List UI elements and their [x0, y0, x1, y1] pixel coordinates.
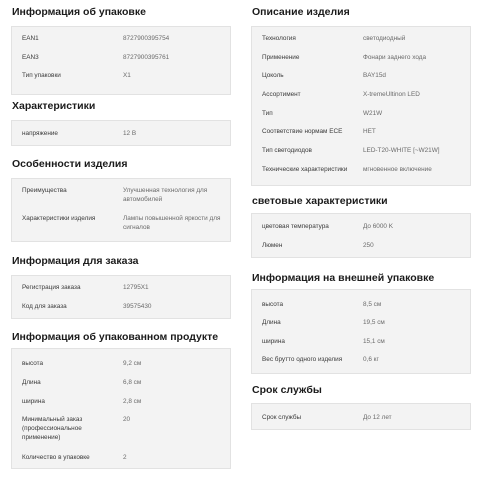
spec-key: Преимущества: [22, 187, 67, 194]
spec-key: EAN1: [22, 35, 39, 42]
spec-value: 19,5 см: [363, 319, 385, 326]
spec-key: Тип: [262, 110, 273, 117]
spec-key: Длина: [262, 319, 281, 326]
spec-table: [11, 120, 231, 146]
spec-table: [11, 275, 231, 319]
spec-key: Длина: [22, 379, 41, 386]
spec-value: 12 В: [123, 130, 137, 137]
spec-value: Улучшенная технология для автомобилей: [123, 187, 208, 203]
spec-value: Фонари заднего хода: [363, 54, 427, 61]
spec-value: 8,5 см: [363, 301, 382, 308]
spec-key: Минимальный заказ (профессиональное применение): [22, 416, 83, 441]
spec-key: Количество в упаковке: [22, 454, 90, 461]
spec-key: Технология: [262, 35, 296, 42]
spec-value: 2,8 см: [123, 398, 142, 405]
spec-value: X1: [123, 72, 131, 79]
spec-value: 8727900395761: [123, 54, 170, 61]
spec-value: мгновенное включение: [363, 166, 432, 173]
spec-value: 39575430: [123, 303, 152, 310]
spec-key: Тип светодиодов: [262, 147, 312, 154]
spec-key: Цоколь: [262, 72, 284, 79]
spec-value: W21W: [363, 110, 383, 117]
spec-value: LED-T20-WHITE [~W21W]: [363, 147, 440, 154]
spec-key: Код для заказа: [22, 303, 67, 310]
section-title: Информация об упаковке: [12, 6, 146, 18]
spec-value: 12795X1: [123, 284, 149, 291]
spec-key: Вес брутто одного изделия: [262, 356, 343, 363]
spec-key: высота: [22, 360, 44, 367]
spec-value: 2: [123, 454, 127, 461]
spec-key: ширина: [262, 338, 285, 345]
spec-value: 8727900395754: [123, 35, 170, 42]
spec-value: X-tremeUltinon LED: [363, 91, 420, 98]
spec-key: Регистрация заказа: [22, 284, 81, 291]
spec-value: До 6000 K: [363, 223, 393, 230]
spec-table: [251, 213, 471, 258]
spec-value: 20: [123, 416, 131, 423]
spec-key: Срок службы: [262, 414, 302, 421]
spec-value: светодиодный: [363, 35, 406, 42]
spec-key: Тип упаковки: [22, 72, 61, 79]
section-title: Характеристики: [12, 100, 96, 112]
spec-key: высота: [262, 301, 284, 308]
spec-key: напряжение: [22, 130, 58, 137]
spec-value: НЕТ: [363, 128, 376, 135]
spec-table: [251, 26, 471, 186]
spec-key: Люмен: [262, 242, 283, 249]
section-title: Информация об упакованном продукте: [12, 331, 219, 343]
section-title: световые характеристики: [252, 195, 388, 207]
spec-value: 9,2 см: [123, 360, 142, 367]
spec-key: ширина: [22, 398, 45, 405]
spec-value: До 12 лет: [363, 414, 392, 421]
spec-key: Соответствие нормам ECE: [262, 128, 343, 135]
spec-table: [251, 403, 471, 430]
section-title: Срок службы: [252, 384, 322, 396]
spec-key: Характеристики изделия: [22, 215, 96, 222]
spec-table: [11, 26, 231, 95]
section-title: Особенности изделия: [12, 158, 128, 170]
spec-value: 6,8 см: [123, 379, 142, 386]
spec-value: 250: [363, 242, 374, 249]
spec-value: Лампы повышенной яркости для сигналов: [123, 215, 221, 231]
spec-value: BAY15d: [363, 72, 386, 79]
spec-value: 0,6 кг: [363, 356, 379, 363]
spec-table: [11, 348, 231, 469]
section-title: Информация на внешней упаковке: [252, 272, 435, 284]
spec-key: Применение: [262, 54, 300, 61]
spec-key: EAN3: [22, 54, 39, 61]
spec-table: [11, 178, 231, 242]
spec-value: 15,1 см: [363, 338, 385, 345]
section-title: Информация для заказа: [12, 255, 139, 267]
spec-key: Технические характеристики: [262, 166, 348, 173]
spec-table: [251, 289, 471, 374]
section-title: Описание изделия: [252, 6, 350, 18]
spec-key: Ассортимент: [262, 91, 301, 98]
spec-key: цветовая температура: [262, 223, 329, 230]
